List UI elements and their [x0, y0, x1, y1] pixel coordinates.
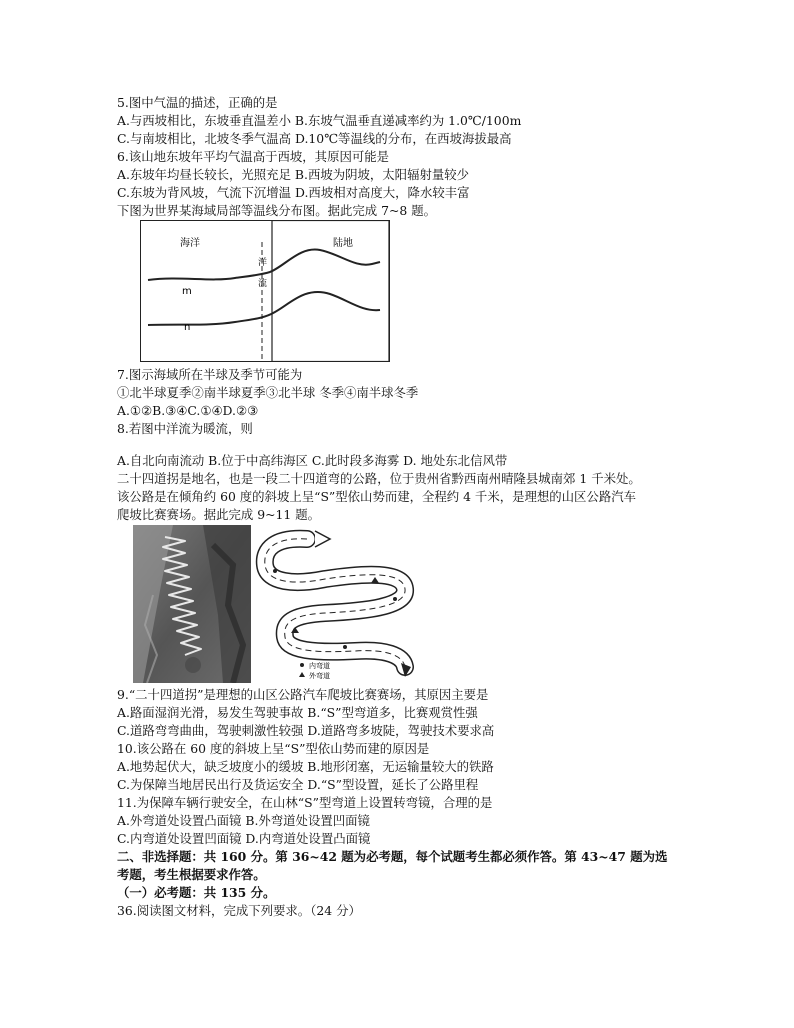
q10-stem: 10.该公路在 60 度的斜坡上呈“S”型依山势而建的原因是	[117, 741, 430, 756]
legend-inner-symbol	[300, 663, 304, 667]
current-label-2: 流	[258, 279, 268, 289]
section2-heading-line-1: 二、非选择题：共 160 分。第 36~42 题为必考题，每个试题考生都必须作答。第 43~47 题为选	[117, 849, 668, 864]
q6-options-ab: A.东坡年均昼长较长，光照充足 B.西坡为阴坡，太阳辐射量较少	[117, 167, 470, 182]
q5-options-ab: A.与西坡相比，东坡垂直温差小 B.东坡气温垂直递减率约为 1.0℃/100m	[117, 113, 522, 128]
passage-line-3: 爬坡比赛赛场。据此完成 9~11 题。	[117, 507, 320, 522]
q6-stem: 6.该山地东坡年平均气温高于西坡，其原因可能是	[117, 149, 390, 164]
q10-options-ab: A.地势起伏大，缺乏坡度小的缓坡 B.地形闭塞，无运输量较大的铁路	[117, 759, 494, 774]
q8-stem: 8.若图中洋流为暖流，则	[117, 421, 253, 436]
q6-options-cd: C.东坡为背风坡，气流下沉增温 D.西坡相对高度大，降水较丰富	[117, 185, 470, 200]
isotherm-n-label: n	[184, 322, 191, 333]
legend-outer-symbol	[299, 672, 305, 677]
q9-options-cd: C.道路弯弯曲曲，驾驶刺激性较强 D.道路弯多坡陡，驾驶技术要求高	[117, 723, 495, 738]
passage-line-1: 二十四道拐是地名，也是一段二十四道弯的公路，位于贵州省黔西南州晴隆县城南郊 1 千米处。	[117, 471, 641, 486]
s-curve-diagram	[255, 527, 415, 685]
isotherm-figure	[140, 220, 390, 362]
legend-outer-label: 外弯道	[309, 672, 330, 680]
q11-options-cd: C.内弯道处设置凹面镜 D.内弯道处设置凸面镜	[117, 831, 371, 846]
road-photo	[133, 525, 251, 683]
section2-subheading: （一）必考题：共 135 分。	[117, 885, 276, 900]
inner-curve-marker	[273, 569, 277, 573]
legend-inner-label: 内弯道	[309, 662, 330, 670]
q11-stem: 11.为保障车辆行驶安全，在山林“S”型弯道上设置转弯镜，合理的是	[117, 795, 493, 810]
ocean-label: 海洋	[180, 238, 200, 249]
q9-stem: 9.“二十四道拐”是理想的山区公路汽车爬坡比赛赛场，其原因主要是	[117, 687, 489, 702]
q10-options-cd: C.为保障当地居民出行及货运安全 D.“S”型设置，延长了公路里程	[117, 777, 479, 792]
q8-options: A.自北向南流动 B.位于中高纬海区 C.此时段多海雾 D. 地处东北信风带	[117, 453, 508, 468]
q7-choices: ①北半球夏季②南半球夏季③北半球 冬季④南半球冬季	[117, 385, 419, 400]
isotherm-m-label: m	[182, 286, 192, 297]
current-label-1: 洋	[258, 258, 268, 268]
q7-stem: 7.图示海域所在半球及季节可能为	[117, 367, 303, 382]
land-label: 陆地	[333, 238, 353, 249]
q7-options: A.①②B.③④C.①④D.②③	[117, 403, 259, 418]
q9-options-ab: A.路面湿润光滑，易发生驾驶事故 B.“S”型弯道多，比赛观赏性强	[117, 705, 478, 720]
q36-stem: 36.阅读图文材料，完成下列要求。（24 分）	[117, 903, 361, 918]
section2-heading-line-2: 考题，考生根据要求作答。	[117, 867, 266, 882]
intro-7-8: 下图为世界某海域局部等温线分布图。据此完成 7~8 题。	[117, 203, 437, 218]
q11-options-ab: A.外弯道处设置凸面镜 B.外弯道处设置凹面镜	[117, 813, 370, 828]
passage-line-2: 该公路是在倾角约 60 度的斜坡上呈“S”型依山势而建，全程约 4 千米，是理想的山区公路汽车	[117, 489, 637, 504]
q5-stem: 5.图中气温的描述，正确的是	[117, 95, 278, 110]
q5-options-cd: C.与南坡相比，北坡冬季气温高 D.10℃等温线的分布，在西坡海拔最高	[117, 131, 512, 146]
